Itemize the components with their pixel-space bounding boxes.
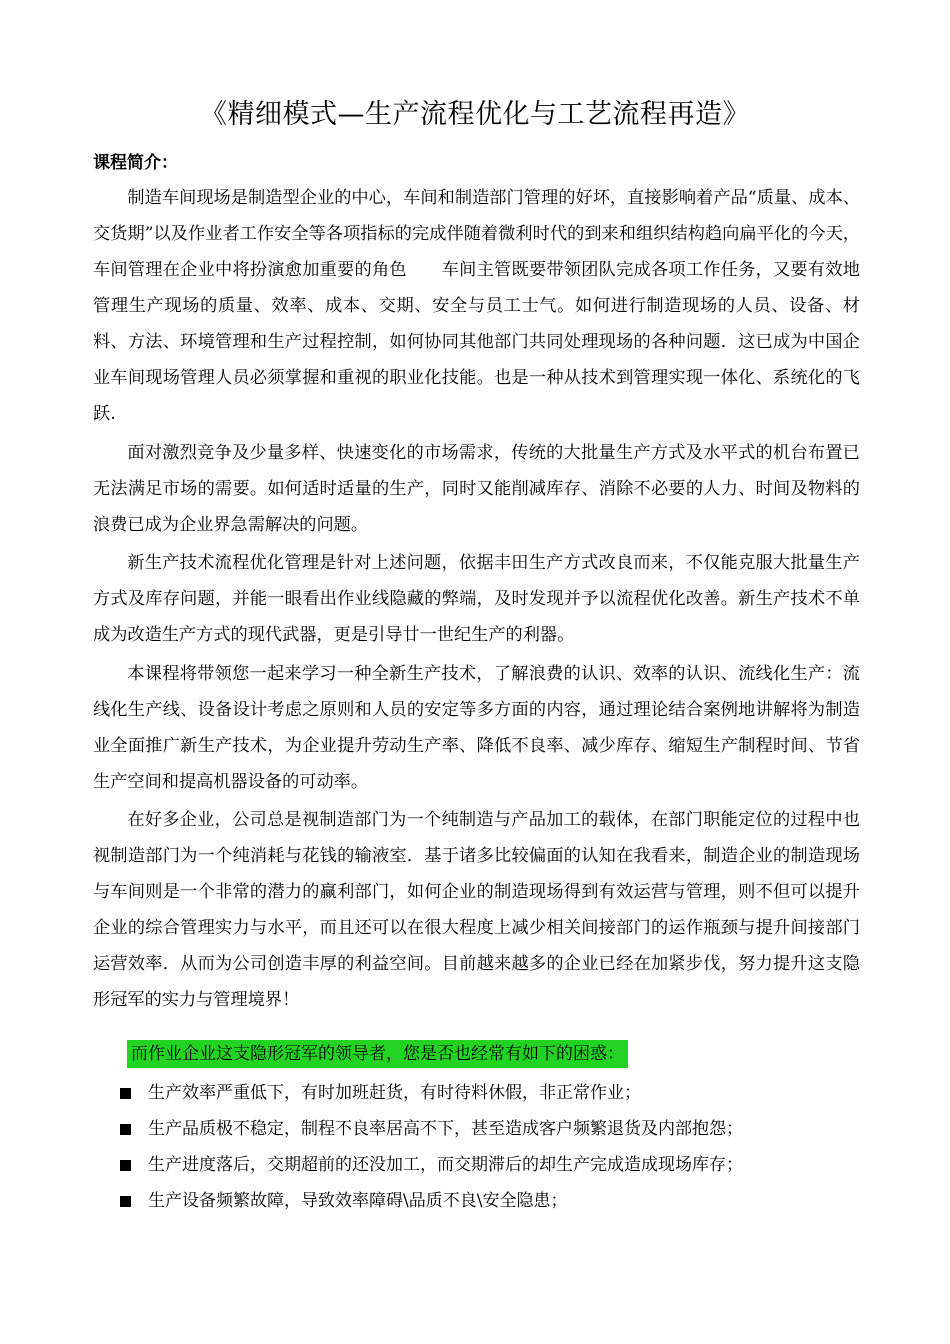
- list-item: [120, 1075, 880, 1111]
- paragraph: 制造车间现场是制造型企业的中心，车间和制造部门管理的好坏，直接影响着产品“质量、成本、交货期”以及作业者工作安全等各项指标的完成伴随着微利时代的到来和组织结构趋向扁平化的今天，车间管理在企业中将扮演愈加重要的角色 车间主管既要带领团队完成各项工作任务，又要有效地管理生产现场的质量、效率、成本、交期、安全与员工士气。如何进行制造现场的人员、设备、材料、方法、环境管理和生产过程控制，如何协同其他部门共同处理现场的各种问题．这已成为中国企业车间现场管理人员必须掌握和重视的职业化技能。也是一种从技术到管理实现一体化、系统化的飞跃.: [93, 188, 860, 424]
- section-heading: 课程简介：: [93, 153, 178, 173]
- paragraph: 面对激烈竞争及少量多样、快速变化的市场需求，传统的大批量生产方式及水平式的机台布置已无法满足市场的需要。如何适时适量的生产，同时又能削减库存、消除不必要的人力、时间及物料的浪费已成为企业界急需解决的问题。: [93, 442, 860, 535]
- document-title: 《精细模式—生产流程优化与工艺流程再造》: [200, 99, 750, 130]
- square-bullet-icon: [120, 1160, 131, 1171]
- list-item-text: 生产效率严重低下，有时加班赶货，有时待料休假，非正常作业；: [148, 1083, 641, 1103]
- list-item-text: 生产设备频繁故障，导致效率障碍\品质不良\安全隐患；: [148, 1191, 568, 1211]
- list-item: [120, 1147, 880, 1183]
- paragraph: 本课程将带领您一起来学习一种全新生产技术，了解浪费的认识、效率的认识、流线化生产：流线化生产线、设备设计考虑之原则和人员的安定等多方面的内容，通过理论结合案例地讲解将为制造业全面推广新生产技术，为企业提升劳动生产率、降低不良率、减少库存、缩短生产制程时间、节省生产空间和提高机器设备的可动率。: [93, 663, 860, 792]
- paragraph: 新生产技术流程优化管理是针对上述问题，依据丰田生产方式改良而来，不仅能克服大批量生产方式及库存问题，并能一眼看出作业线隐藏的弊端，及时发现并予以流程优化改善。新生产技术不单成为改造生产方式的现代武器，更是引导廿一世纪生产的利器。: [93, 553, 860, 645]
- bullet-list: [120, 1075, 880, 1219]
- intro-body: [93, 180, 860, 1021]
- square-bullet-icon: [120, 1196, 131, 1207]
- list-item: [120, 1111, 880, 1147]
- paragraph: 在好多企业，公司总是视制造部门为一个纯制造与产品加工的载体，在部门职能定位的过程中也视制造部门为一个纯消耗与花钱的输液室．基于诸多比较偏面的认知在我看来，制造企业的制造现场与车间则是一个非常的潜力的赢利部门，如何企业的制造现场得到有效运营与管理，则不但可以提升企业的综合管理实力与水平，而且还可以在很大程度上减少相关间接部门的运作瓶颈与提升间接部门运营效率．从而为公司创造丰厚的利益空间。目前越来越多的企业已经在加紧步伐，努力提升这支隐形冠军的实力与管理境界！: [93, 810, 860, 1010]
- highlighted-question: 而作业企业这支隐形冠军的领导者，您是否也经常有如下的困惑：: [127, 1040, 628, 1068]
- list-item-text: 生产品质极不稳定，制程不良率居高不下，甚至造成客户频繁退货及内部抱怨；: [148, 1119, 743, 1139]
- square-bullet-icon: [120, 1124, 131, 1135]
- list-item-text: 生产进度落后，交期超前的还没加工，而交期滞后的却生产完成造成现场库存；: [148, 1155, 743, 1175]
- list-item: [120, 1183, 880, 1219]
- square-bullet-icon: [120, 1088, 131, 1099]
